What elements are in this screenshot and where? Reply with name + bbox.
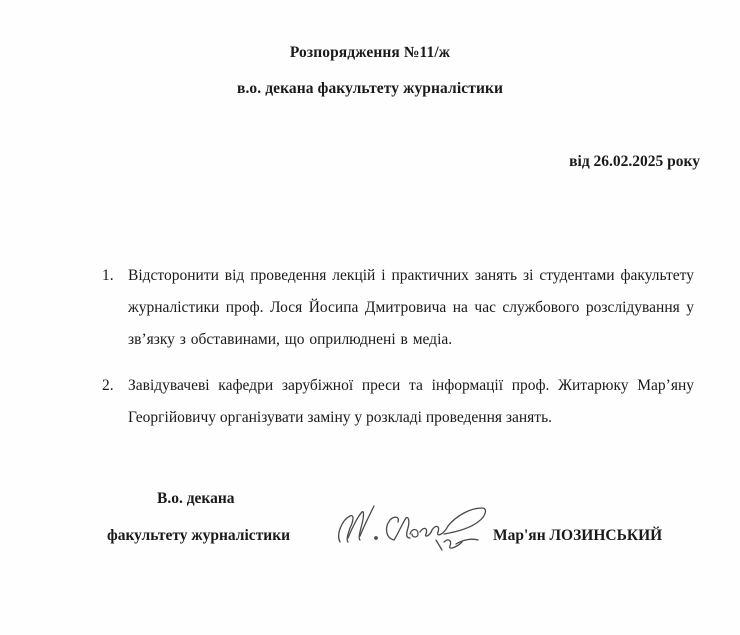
handwritten-signature-icon — [332, 498, 492, 556]
signatory-role-line-2: факультету журналістики — [107, 527, 291, 544]
order-item-number: 2. — [102, 377, 114, 394]
order-item — [102, 260, 694, 356]
order-item-text: Завідувачеві кафедри зарубіжної преси та інформації проф. Житарюку Мар’яну Георгійовичу організувати заміну у розкладі проведення занять. — [128, 377, 694, 426]
signatory-role-line-1: В.о. декана — [157, 490, 235, 507]
document-title: Розпорядження №11/ж — [289, 44, 451, 61]
order-item-number: 1. — [102, 267, 114, 284]
document-date: від 26.02.2025 року — [569, 153, 700, 170]
signatory-name: Мар'ян ЛОЗИНСЬКИЙ — [493, 527, 663, 544]
document-subtitle: в.о. декана факультету журналістики — [236, 80, 504, 97]
order-item — [102, 370, 694, 434]
order-item-text: Відсторонити від проведення лекцій і практичних занять зі студентами факультету журналістики проф. Лося Йосипа Дмитровича на час службового розслідування у зв’язку з обставинами, що оприлюднені в медіа. — [128, 267, 694, 348]
